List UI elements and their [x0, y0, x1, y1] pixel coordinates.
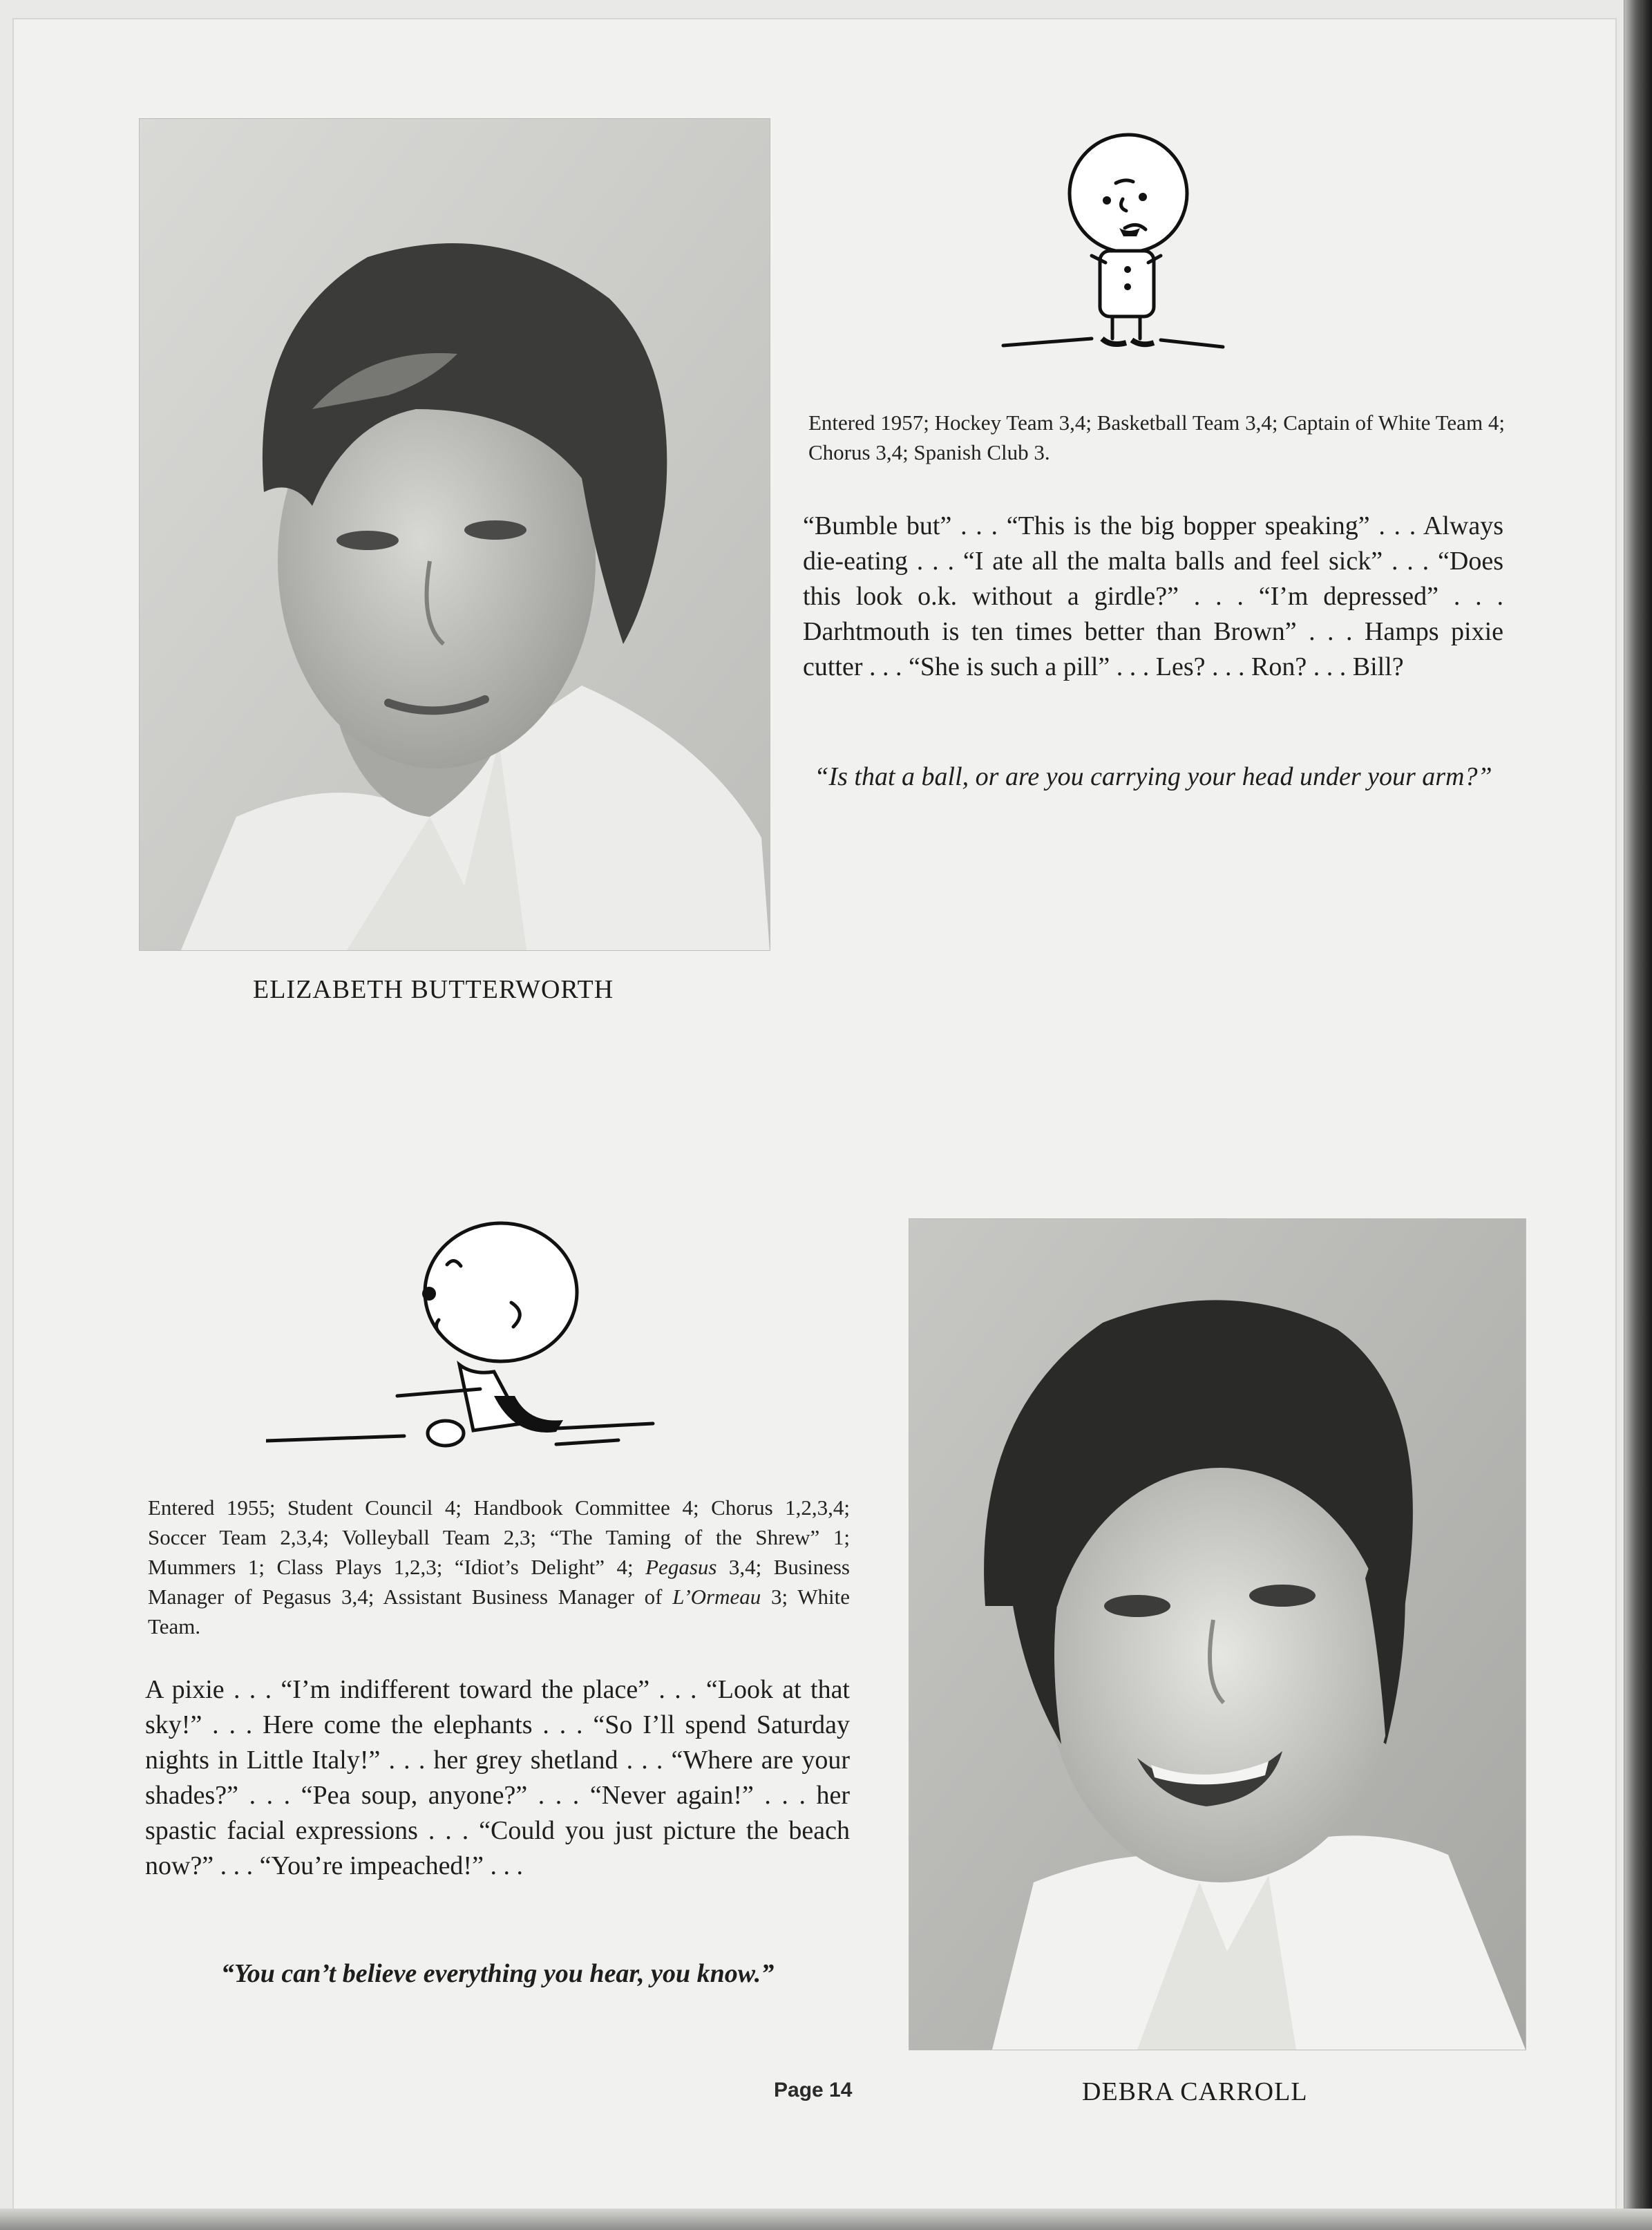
- scan-bottom-edge: [0, 2209, 1652, 2230]
- record-title-italic: Pegasus: [645, 1555, 717, 1579]
- scan-binding-edge: [1624, 0, 1652, 2230]
- record-title-italic: L’Ormeau: [672, 1585, 761, 1609]
- record-text: 3,4; Business Manager of Pegasus 3,4; Assistant Business Manager of: [148, 1555, 850, 1609]
- activities-record: Entered 1957; Hockey Team 3,4; Basketball Team 3,4; Captain of White Team 4; Chorus 3,4; Spanish Club 3.: [808, 410, 1505, 464]
- senior-quote: “You can’t believe everything you hear, you know.”: [220, 1959, 775, 1988]
- senior-quote: “Is that a ball, or are you carrying your head under your arm?”: [814, 762, 1492, 791]
- student-name: DEBRA CARROLL: [1082, 2077, 1308, 2106]
- portrait-debra-carroll: [909, 1219, 1526, 2050]
- activities-record: [148, 1493, 850, 1641]
- portrait-elizabeth-butterworth: [140, 119, 770, 950]
- student-name: ELIZABETH BUTTERWORTH: [253, 975, 614, 1004]
- cartoon-standing-figure: [995, 117, 1244, 380]
- personality-blurb: A pixie . . . “I’m indifferent toward the place” . . . “Look at that sky!” . . . Here come the elephants . . . “So I’ll spend Saturday nights in Little Italy!” . . . her grey shetland . . . “Where are your shades?” . . . “Pea soup, anyone?” . . . “Never again!” . . . her spastic facial expressions . . . “Could you just picture the beach now?” . . . “You’re impeached!” . . .: [145, 1675, 850, 1880]
- record-text: Entered 1955; Student Council 4; Handbook Committee 4; Chorus 1,2,3,4; Soccer Team 2,3,4; Volleyball Team 2,3; “The Taming of the Shrew” 1; Mummers 1; Class Plays 1,2,3; “Idiot’s Delight” 4;: [148, 1495, 850, 1579]
- page-number: Page 14: [774, 2079, 853, 2101]
- personality-blurb: “Bumble but” . . . “This is the big bopper speaking” . . . Always die-eating . . . “I ate all the malta balls and feel sick” . . . “Does this look o.k. without a girdle?” . . . “I’m depressed” . . . Darhtmouth is ten times better than Brown” . . . Hamps pixie cutter . . . “She is such a pill” . . . Les? . . . Ron? . . . Bill?: [803, 511, 1503, 681]
- record-text: 3; White Team.: [148, 1585, 850, 1638]
- cartoon-sitting-figure: [266, 1216, 667, 1465]
